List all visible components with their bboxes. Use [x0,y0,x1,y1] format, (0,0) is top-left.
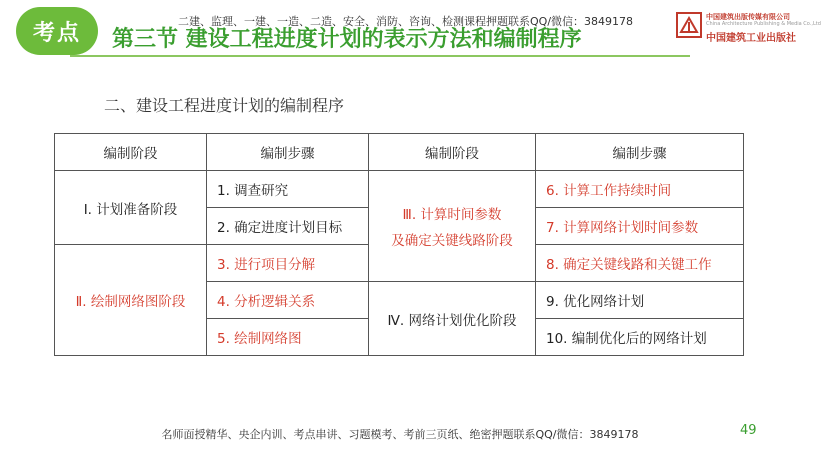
header-stage-right: 编制阶段 [369,134,536,171]
step-7-cell: 7. 计算网络计划时间参数 [536,208,744,245]
header-step-left: 编制步骤 [207,134,369,171]
publisher-name-en: China Architecture Publishing & Media Co.,Ltd [706,21,821,27]
publisher-brand: 中国建筑工业出版社 [706,33,796,44]
top-contact-note: 二建、监理、一建、一造、二造、安全、消防、咨询、检测课程押题联系QQ/微信：3849178 [178,15,634,28]
stage-4-cell: Ⅳ. 网络计划优化阶段 [369,282,536,356]
step-6-cell: 6. 计算工作持续时间 [536,171,744,208]
topic-badge-label: 考点 [32,20,81,46]
stage-2-cell: Ⅱ. 绘制网络图阶段 [55,245,207,356]
section-title: 第三节 建设工程进度计划的表示方法和编制程序 [112,27,582,52]
stage-1-cell: Ⅰ. 计划准备阶段 [55,171,207,245]
publisher-logo [676,10,821,44]
topic-badge [16,7,98,55]
procedure-table [54,133,744,356]
stage-3-cell [369,171,536,282]
publisher-logo-icon [676,12,702,38]
stage-3-line2: 及确定关键线路阶段 [391,233,513,249]
slide-subtitle: 二、建设工程进度计划的编制程序 [104,96,345,115]
publisher-name: 中国建筑出版传媒有限公司 [706,13,790,21]
step-8-cell: 8. 确定关键线路和关键工作 [536,245,744,282]
header-stage-left: 编制阶段 [55,134,207,171]
header-divider [70,55,690,57]
step-3-cell: 3. 进行项目分解 [207,245,369,282]
footer-contact-note: 名师面授精华、央企内训、考点串讲、习题模考、考前三页纸、绝密押题联系QQ/微信：3849178 [161,428,639,441]
step-4-cell: 4. 分析逻辑关系 [207,282,369,319]
step-5-cell: 5. 绘制网络图 [207,319,369,356]
step-9-cell: 9. 优化网络计划 [536,282,744,319]
table-row [55,171,744,208]
step-10-cell: 10. 编制优化后的网络计划 [536,319,744,356]
step-2-cell: 2. 确定进度计划目标 [207,208,369,245]
page-number: 49 [740,423,757,438]
table-header-row [55,134,744,171]
step-1-cell: 1. 调查研究 [207,171,369,208]
header-step-right: 编制步骤 [536,134,744,171]
stage-3-line1: Ⅲ. 计算时间参数 [402,207,502,223]
